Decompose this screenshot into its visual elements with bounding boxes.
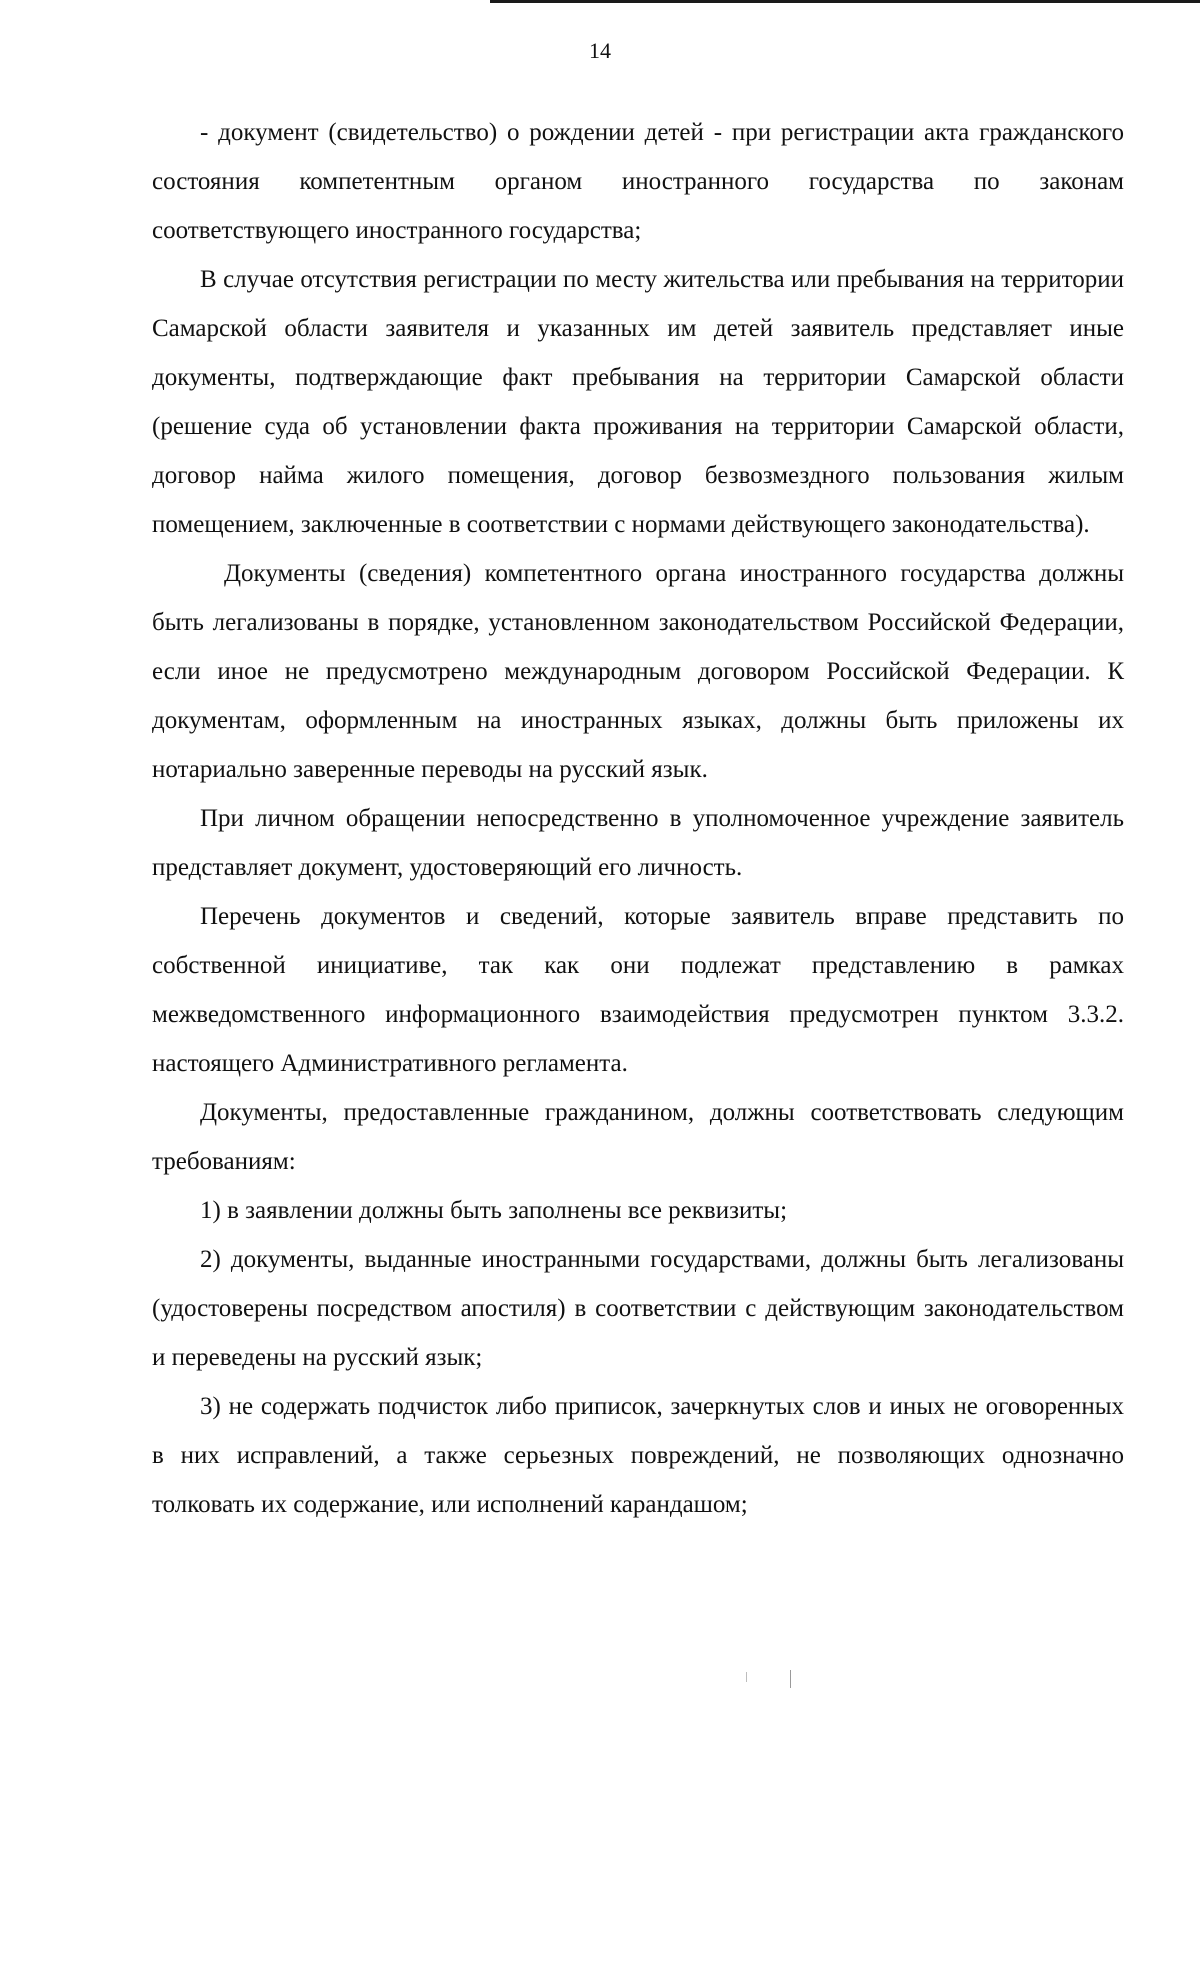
document-body bbox=[152, 108, 1124, 1529]
paragraph-foreign-documents: Документы (сведения) компетентного органа иностранного государства должны быть легализованы в порядке, установленном законодательством Российской Федерации, если иное не предусмотрено международным договором Российской Федерации. К документам, оформленным на иностранных языках, должны быть приложены их нотариально заверенные переводы на русский язык. bbox=[152, 560, 1124, 783]
requirement-item-1: 1) в заявлении должны быть заполнены все реквизиты; bbox=[200, 1197, 788, 1224]
paragraph-birth-certificate: - документ (свидетельство) о рождении детей - при регистрации акта гражданского состояния компетентным органом иностранного государства по законам соответствующего иностранного государства; bbox=[152, 119, 1124, 244]
paragraph-personal-appeal: При личном обращении непосредственно в уполномоченное учреждение заявитель представляет документ, удостоверяющий его личность. bbox=[152, 805, 1124, 881]
top-border-line bbox=[490, 0, 1200, 3]
paragraph-documents-list: Перечень документов и сведений, которые заявитель вправе представить по собственной инициативе, так как они подлежат представлению в рамках межведомственного информационного взаимодействия предусмотрен пунктом 3.3.2. настоящего Административного регламента. bbox=[152, 903, 1124, 1077]
scan-artifact-mark bbox=[790, 1670, 791, 1688]
page-number: 14 bbox=[589, 38, 611, 63]
requirement-item-2: 2) документы, выданные иностранными государствами, должны быть легализованы (удостоверены посредством апостиля) в соответствии с действующим законодательством и переведены на русский язык; bbox=[152, 1246, 1124, 1371]
scan-artifact-mark bbox=[746, 1672, 747, 1682]
requirement-item-3: 3) не содержать подчисток либо приписок, зачеркнутых слов и иных не оговоренных в них исправлений, а также серьезных повреждений, не позволяющих однозначно толковать их содержание, или исполнений карандашом; bbox=[152, 1393, 1124, 1518]
paragraph-no-registration: В случае отсутствия регистрации по месту жительства или пребывания на территории Самарской области заявителя и указанных им детей заявитель представляет иные документы, подтверждающие факт пребывания на территории Самарской области (решение суда об установлении факта проживания на территории Самарской области, договор найма жилого помещения, договор безвозмездного пользования жилым помещением, заключенные в соответствии с нормами действующего законодательства). bbox=[152, 266, 1124, 538]
paragraph-requirements-intro: Документы, предоставленные гражданином, должны соответствовать следующим требованиям: bbox=[152, 1099, 1124, 1175]
